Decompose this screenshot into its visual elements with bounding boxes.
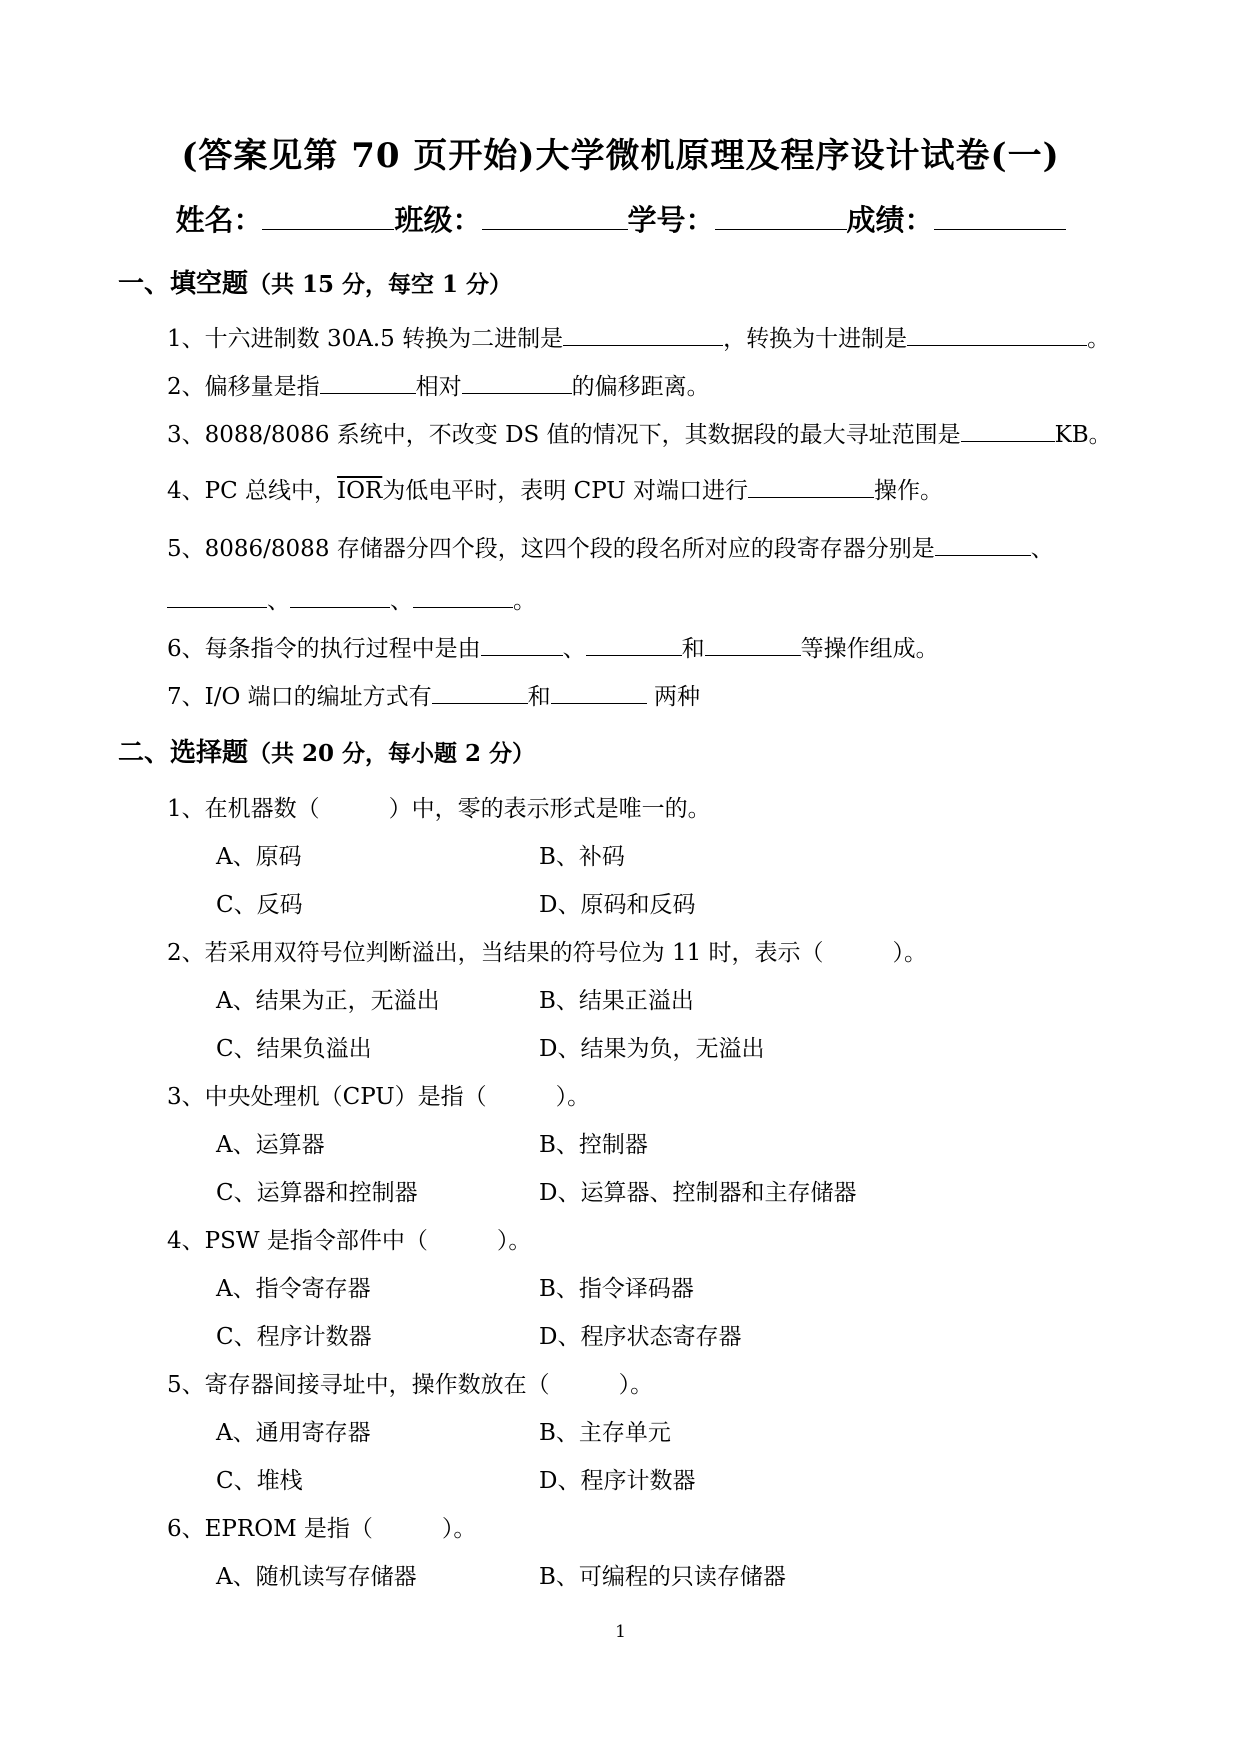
- fill-question-1: [167, 320, 1110, 353]
- q6-option-a[interactable]: A、随机读写存储器: [216, 1564, 417, 1590]
- choice-question-5: 5、寄存器间接寻址中，操作数放在（ ）。: [167, 1372, 654, 1398]
- choice-question-3: 3、中央处理机（CPU）是指（ ）。: [167, 1084, 591, 1110]
- q5-text-b: 、: [1030, 536, 1054, 562]
- q4-text-c: 操作。: [873, 478, 943, 504]
- q4-option-d[interactable]: D、程序状态寄存器: [539, 1324, 742, 1350]
- score-blank[interactable]: [934, 201, 1066, 230]
- q2-blank-1[interactable]: [320, 373, 416, 394]
- q4-option-c[interactable]: C、程序计数器: [216, 1324, 372, 1350]
- q4-blank-1[interactable]: [748, 477, 874, 498]
- q7-blank-1[interactable]: [432, 683, 528, 704]
- q7-text-c: 两种: [646, 684, 700, 710]
- class-blank[interactable]: [482, 201, 628, 230]
- q2-text-a: 2、偏移量是指: [167, 374, 320, 400]
- q7-blank-2[interactable]: [551, 683, 647, 704]
- q1-blank-1[interactable]: [563, 325, 723, 346]
- q5-blank-4[interactable]: [413, 587, 513, 608]
- q6-text-a: 6、每条指令的执行过程中是由: [167, 636, 481, 662]
- q1-text-c: 。: [1087, 326, 1111, 352]
- q6-text-d: 等操作组成。: [800, 636, 939, 662]
- q5-blank-1[interactable]: [935, 535, 1031, 556]
- name-label: 姓名：: [175, 203, 263, 237]
- section1-note: （共 15 分，每空 1 分）: [248, 271, 513, 298]
- exam-title: (答案见第 70 页开始)大学微机原理及程序设计试卷(一): [181, 136, 1060, 176]
- q5-sep-1: 、: [267, 588, 290, 614]
- q6-text-b: 、: [562, 636, 586, 662]
- q2-option-d[interactable]: D、结果为负，无溢出: [539, 1036, 765, 1062]
- q5-sep-2: 、: [390, 588, 413, 614]
- id-label: 学号：: [627, 203, 715, 237]
- fill-question-4: [167, 472, 943, 505]
- ior-signal: $\overline{IOR}$: [337, 478, 383, 504]
- q5-text-a: 5、8086/8088 存储器分四个段，这四个段的段名所对应的段寄存器分别是: [167, 536, 935, 562]
- section2-note: （共 20 分，每小题 2 分）: [248, 740, 536, 767]
- q7-text-a: 7、I/O 端口的编址方式有: [167, 684, 432, 710]
- q1-text-b: ，转换为十进制是: [723, 326, 908, 352]
- fill-question-5-cont: [167, 582, 536, 615]
- fill-question-3: [167, 416, 1112, 449]
- fill-question-5: [167, 530, 1054, 563]
- q4-option-a[interactable]: A、指令寄存器: [216, 1276, 371, 1302]
- q3-option-c[interactable]: C、运算器和控制器: [216, 1180, 418, 1206]
- section1-heading: [118, 263, 512, 300]
- q3-blank-1[interactable]: [961, 421, 1055, 442]
- q2-option-c[interactable]: C、结果负溢出: [216, 1036, 372, 1062]
- section2-heading: [118, 732, 535, 769]
- q3-option-d[interactable]: D、运算器、控制器和主存储器: [539, 1180, 857, 1206]
- q1-option-b[interactable]: B、补码: [539, 844, 625, 870]
- q2-option-b[interactable]: B、结果正溢出: [539, 988, 694, 1014]
- q1-option-a[interactable]: A、原码: [216, 844, 302, 870]
- q4-text-b: 为低电平时，表明 CPU 对端口进行: [382, 478, 748, 504]
- q6-blank-1[interactable]: [481, 635, 563, 656]
- q4-option-b[interactable]: B、指令译码器: [539, 1276, 694, 1302]
- class-label: 班级：: [394, 203, 482, 237]
- q1-option-c[interactable]: C、反码: [216, 892, 303, 918]
- q5-option-d[interactable]: D、程序计数器: [539, 1468, 696, 1494]
- q5-end: 。: [513, 588, 536, 614]
- q5-blank-3[interactable]: [290, 587, 390, 608]
- fill-question-6: [167, 630, 939, 663]
- q6-text-c: 和: [681, 636, 705, 662]
- choice-question-1: 1、在机器数（ ）中，零的表示形式是唯一的。: [167, 796, 711, 822]
- q5-blank-2[interactable]: [167, 587, 267, 608]
- choice-question-6: 6、EPROM 是指（ ）。: [167, 1516, 477, 1542]
- q6-blank-3[interactable]: [705, 635, 801, 656]
- score-label: 成绩：: [846, 203, 934, 237]
- q1-blank-2[interactable]: [907, 325, 1087, 346]
- q3-text-a: 3、8088/8086 系统中，不改变 DS 值的情况下，其数据段的最大寻址范围是: [167, 422, 961, 448]
- fill-question-2: [167, 368, 710, 401]
- id-blank[interactable]: [715, 201, 847, 230]
- q3-text-b: KB。: [1054, 422, 1112, 448]
- q5-option-a[interactable]: A、通用寄存器: [216, 1420, 371, 1446]
- q5-option-b[interactable]: B、主存单元: [539, 1420, 671, 1446]
- q2-text-b: 相对: [415, 374, 462, 400]
- q3-option-b[interactable]: B、控制器: [539, 1132, 648, 1158]
- choice-question-4: 4、PSW 是指令部件中（ ）。: [167, 1228, 532, 1254]
- student-info-row: [0, 198, 1241, 239]
- q1-option-d[interactable]: D、原码和反码: [539, 892, 696, 918]
- page-number: 1: [615, 1622, 626, 1642]
- q6-option-b[interactable]: B、可编程的只读存储器: [539, 1564, 786, 1590]
- q5-option-c[interactable]: C、堆栈: [216, 1468, 303, 1494]
- q2-option-a[interactable]: A、结果为正，无溢出: [216, 988, 440, 1014]
- q2-blank-2[interactable]: [462, 373, 572, 394]
- q3-option-a[interactable]: A、运算器: [216, 1132, 325, 1158]
- section2-title: 二、选择题: [118, 738, 249, 768]
- section1-title: 一、填空题: [118, 269, 249, 299]
- choice-question-2: 2、若采用双符号位判断溢出，当结果的符号位为 11 时，表示（ ）。: [167, 940, 928, 966]
- q6-blank-2[interactable]: [586, 635, 682, 656]
- name-blank[interactable]: [262, 201, 394, 230]
- q2-text-c: 的偏移距离。: [571, 374, 710, 400]
- fill-question-7: [167, 678, 700, 711]
- q1-text-a: 1、十六进制数 30A.5 转换为二进制是: [167, 326, 564, 352]
- q7-text-b: 和: [527, 684, 551, 710]
- q4-text-a: 4、PC 总线中，: [167, 478, 338, 504]
